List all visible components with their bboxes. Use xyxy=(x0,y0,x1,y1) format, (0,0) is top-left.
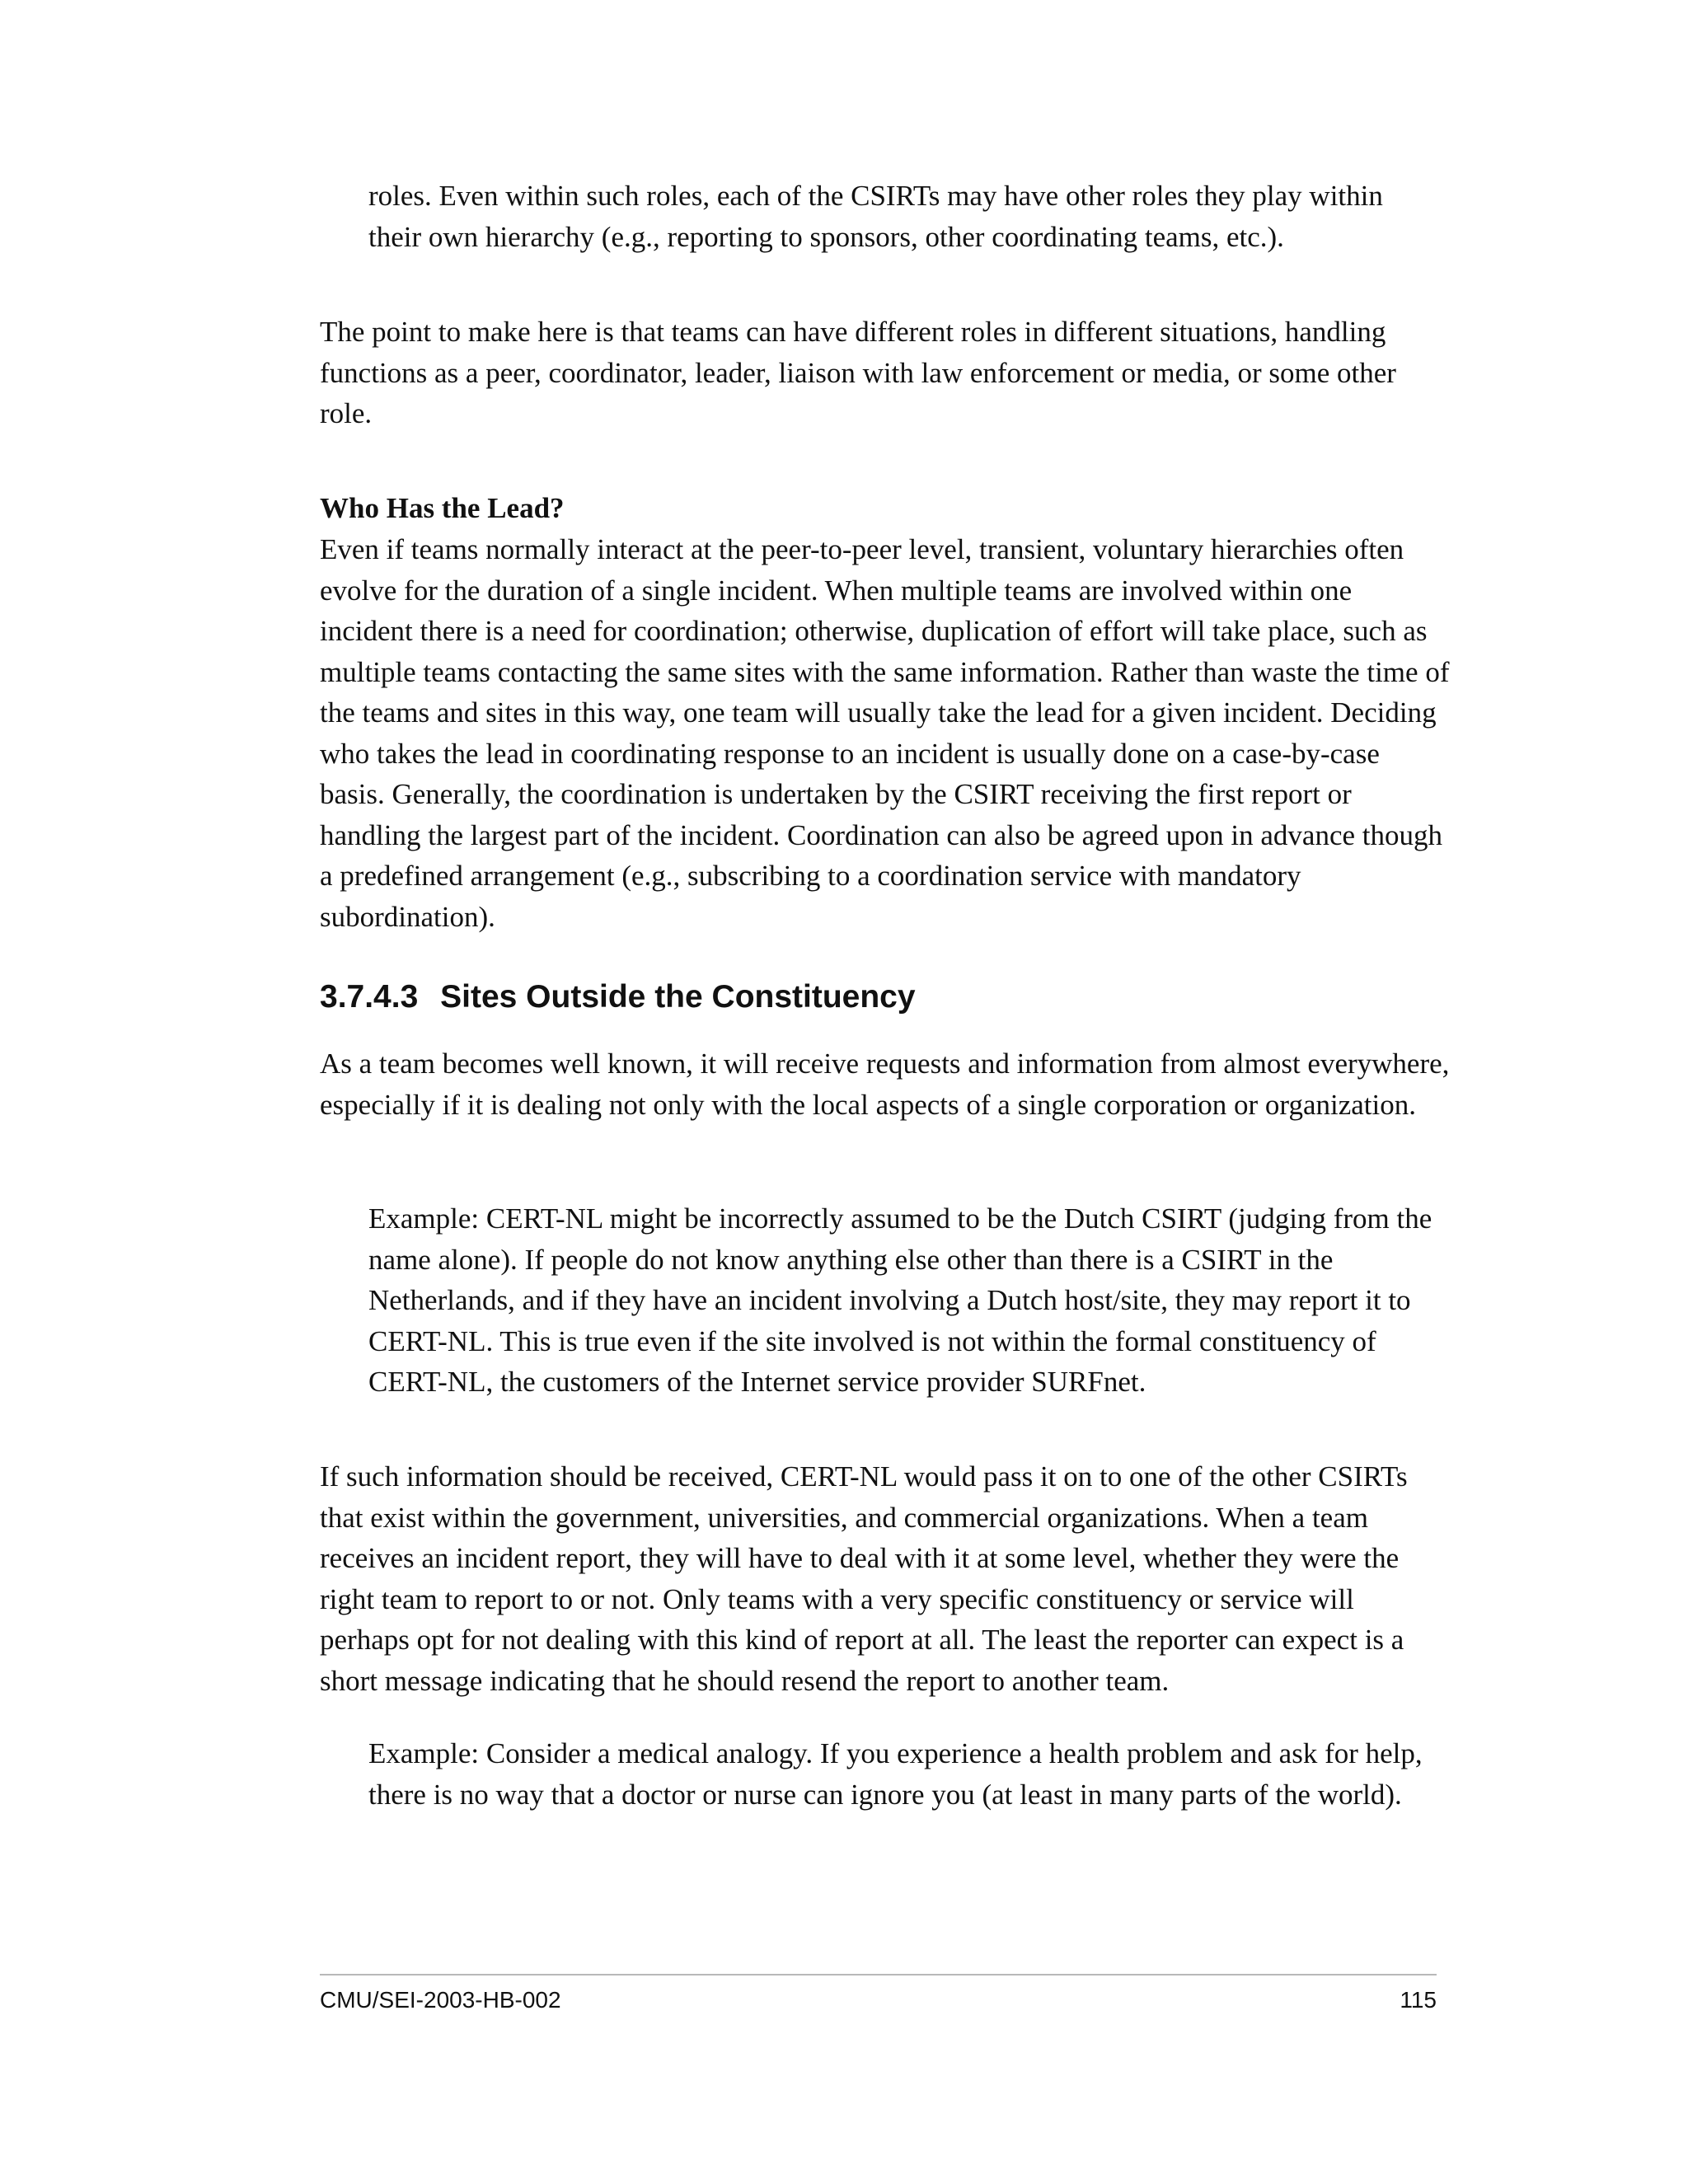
section-title: Sites Outside the Constituency xyxy=(440,979,916,1015)
footer-page-number: 115 xyxy=(1400,1987,1437,2013)
section-heading xyxy=(320,979,916,1015)
who-has-lead-heading: Who Has the Lead? xyxy=(320,492,565,524)
cert-nl-example: Example: CERT-NL might be incorrectly assumed to be the Dutch CSIRT (judging from the name alone). If people do not know anything else other than there is a CSIRT in the Netherlands, and if they have an incident involving a Dutch host/site, they may report it to CERT-NL. This is true even if the site involved is not within the formal constituency of CERT-NL, the customers of the Internet service provider SURFnet. xyxy=(368,1202,1432,1398)
forwarding-paragraph: If such information should be received, CERT-NL would pass it on to one of the other CSIRTs that exist within the government, universities, and commercial organizations. When a team receives an incident report, they will have to deal with it at some level, whether they were the right team to report to or not. Only teams with a very specific constituency or service will perhaps opt for not dealing with this kind of report at all. The least the reporter can expect is a short message indicating that he should resend the report to another team. xyxy=(320,1460,1408,1697)
footer-divider xyxy=(320,1974,1437,1975)
roles-paragraph: The point to make here is that teams can have different roles in different situations, handling functions as a peer, coordinator, leader, liaison with law enforcement or media, or some other role. xyxy=(320,316,1396,429)
lead-paragraph: Even if teams normally interact at the peer-to-peer level, transient, voluntary hierarchies often evolve for the duration of a single incident. When multiple teams are involved within one incident there is a need for coordination; otherwise, duplication of effort will take place, such as multiple teams contacting the same sites with the same information. Rather than waste the time of the teams and sites in this way, one team will usually take the lead for a given incident. Deciding who takes the lead in coordinating response to an incident is usually done on a case-by-case basis. Generally, the coordination is undertaken by the CSIRT receiving the first report or handling the largest part of the incident. Coordination can also be agreed upon in advance though a predefined arrangement (e.g., subscribing to a coordination service with mandatory subordination). xyxy=(320,533,1450,933)
medical-example: Example: Consider a medical analogy. If you experience a health problem and ask for help, there is no way that a doctor or nurse can ignore you (at least in many parts of the world). xyxy=(368,1737,1423,1811)
footer-document-id: CMU/SEI-2003-HB-002 xyxy=(320,1987,561,2013)
continued-paragraph: roles. Even within such roles, each of the CSIRTs may have other roles they play within their own hierarchy (e.g., reporting to sponsors, other coordinating teams, etc.). xyxy=(368,180,1383,253)
constituency-paragraph: As a team becomes well known, it will receive requests and information from almost everywhere, especially if it is dealing not only with the local aspects of a single corporation or organization. xyxy=(320,1047,1450,1121)
section-number: 3.7.4.3 xyxy=(320,979,419,1015)
